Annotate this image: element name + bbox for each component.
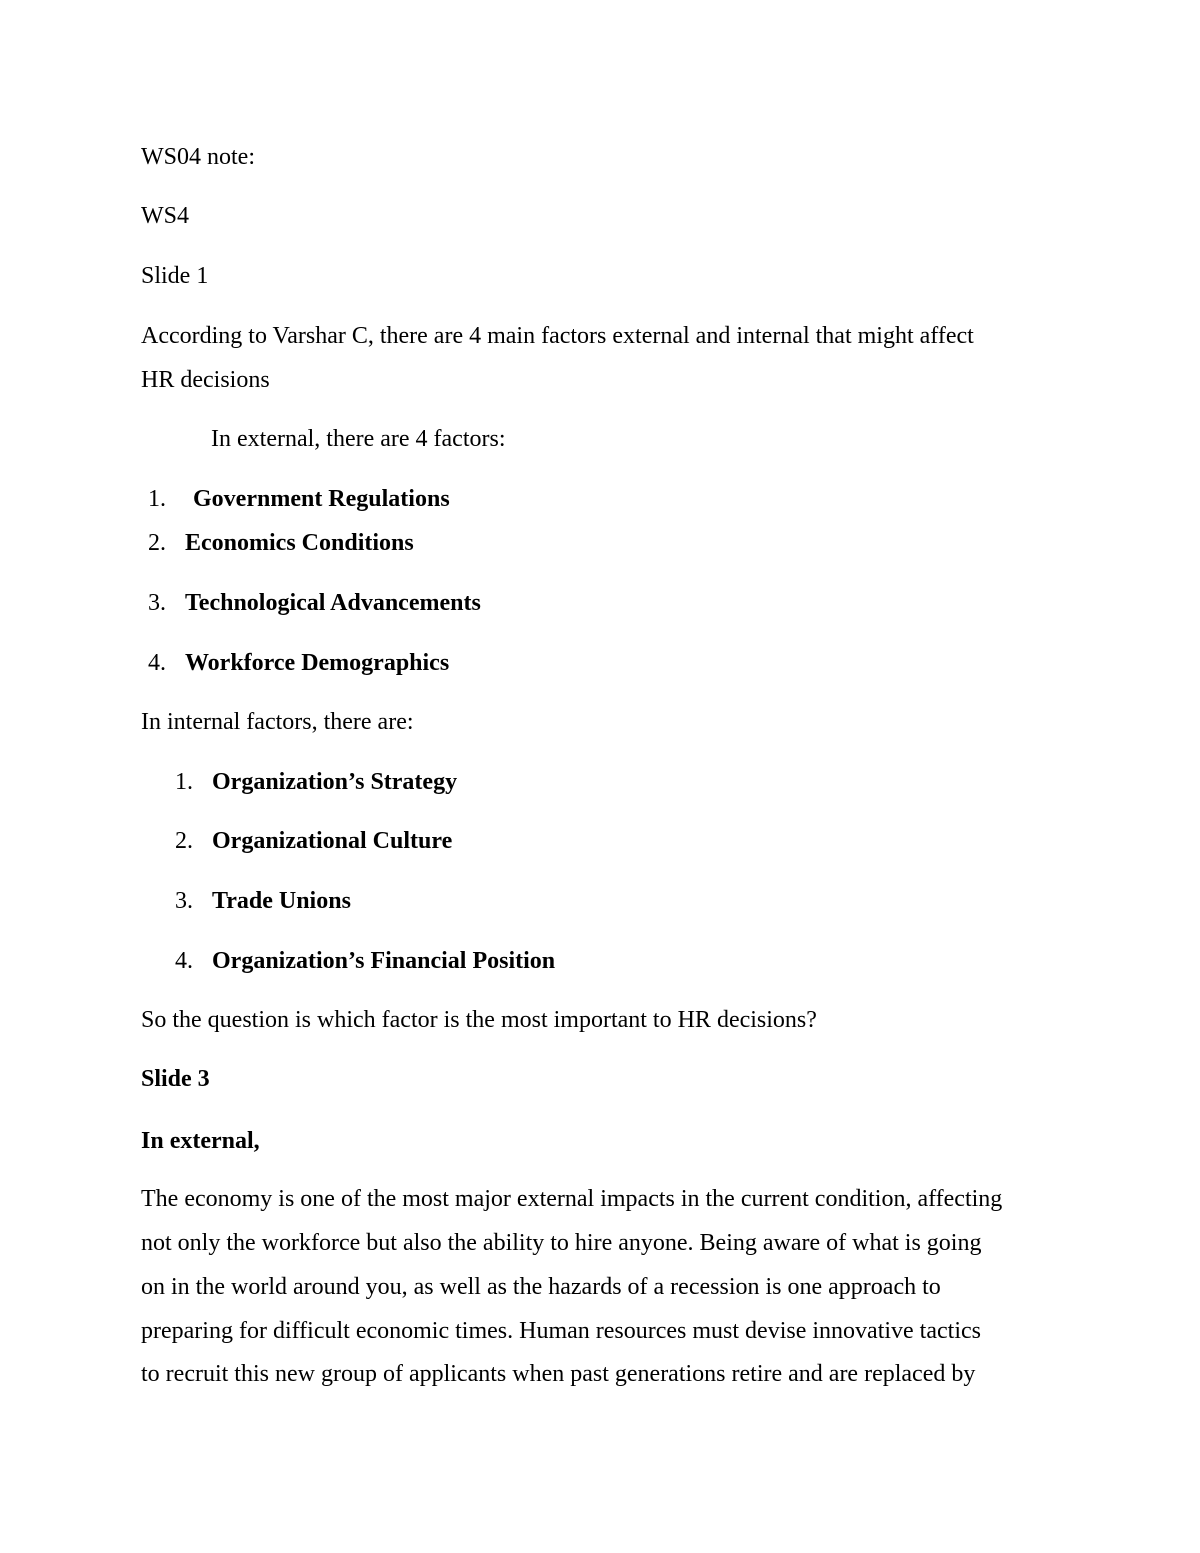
list-item: Organization’s Strategy bbox=[212, 769, 458, 795]
paragraph-line: preparing for difficult economic times. Human resources must devise innovative tactics bbox=[141, 1318, 981, 1344]
ws-heading: WS4 bbox=[141, 203, 189, 229]
note-heading: WS04 note: bbox=[141, 144, 255, 170]
list-item-number: 4. bbox=[175, 948, 193, 974]
list-item-number: 1. bbox=[175, 769, 193, 795]
internal-intro: In internal factors, there are: bbox=[141, 709, 414, 735]
list-item: Workforce Demographics bbox=[185, 650, 450, 676]
list-item-number: 1. bbox=[148, 486, 166, 512]
list-item: Government Regulations bbox=[193, 486, 450, 512]
slide-1-label: Slide 1 bbox=[141, 263, 209, 289]
paragraph-line: on in the world around you, as well as the hazards of a recession is one approach to bbox=[141, 1274, 941, 1300]
paragraph-line: not only the workforce but also the ability to hire anyone. Being aware of what is going bbox=[141, 1230, 982, 1256]
slide-3-label: Slide 3 bbox=[141, 1066, 210, 1092]
paragraph-line: to recruit this new group of applicants when past generations retire and are replaced by bbox=[141, 1361, 976, 1387]
list-item-number: 2. bbox=[148, 530, 166, 556]
list-item: Trade Unions bbox=[212, 888, 351, 914]
list-item-number: 4. bbox=[148, 650, 166, 676]
external-intro: In external, there are 4 factors: bbox=[211, 426, 506, 452]
external-heading: In external, bbox=[141, 1128, 260, 1154]
list-item-number: 3. bbox=[175, 888, 193, 914]
list-item-number: 3. bbox=[148, 590, 166, 616]
list-item: Organizational Culture bbox=[212, 828, 453, 854]
list-item: Technological Advancements bbox=[185, 590, 481, 616]
list-item: Organization’s Financial Position bbox=[212, 948, 556, 974]
intro-line-1: According to Varshar C, there are 4 main factors external and internal that might affect bbox=[141, 323, 974, 349]
question-line: So the question is which factor is the most important to HR decisions? bbox=[141, 1007, 817, 1033]
list-item: Economics Conditions bbox=[185, 530, 414, 556]
list-item-number: 2. bbox=[175, 828, 193, 854]
intro-line-2: HR decisions bbox=[141, 367, 270, 393]
paragraph-line: The economy is one of the most major external impacts in the current condition, affecting bbox=[141, 1186, 1003, 1212]
